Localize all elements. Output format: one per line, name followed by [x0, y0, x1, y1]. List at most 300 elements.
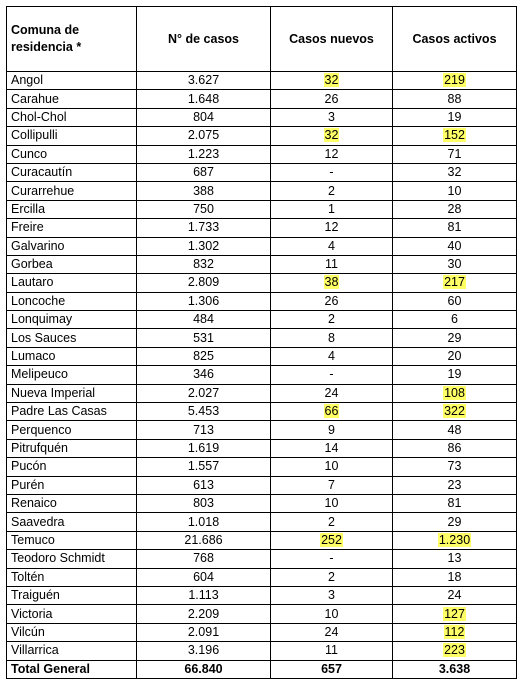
cell-nuevos-value: 12 [324, 146, 339, 161]
table-row [7, 550, 517, 568]
cell-activos [393, 642, 517, 660]
table-row [7, 219, 517, 237]
cell-casos [137, 163, 271, 181]
cell-activos-value: 29 [447, 330, 462, 345]
cell-activos-value: 23 [447, 477, 462, 492]
cell-casos-value: 388 [193, 183, 214, 198]
cell-nuevos [271, 550, 393, 568]
cell-activos [393, 568, 517, 586]
cell-casos-value: 1.018 [187, 514, 220, 529]
cell-casos [137, 550, 271, 568]
cell-activos [393, 439, 517, 457]
table-row [7, 329, 517, 347]
cell-casos-value: 613 [193, 477, 214, 492]
cell-comuna-value: Purén [11, 477, 45, 492]
cell-casos [137, 642, 271, 660]
cell-nuevos-value: 11 [325, 257, 338, 272]
cell-activos [393, 255, 517, 273]
cell-activos-value: 10 [447, 183, 462, 198]
cell-comuna-value: Angol [11, 73, 43, 88]
cell-activos-value: 60 [447, 293, 462, 308]
cell-casos-value: 604 [193, 569, 214, 584]
table-row [7, 605, 517, 623]
cases-table-container [6, 6, 517, 679]
cell-activos-value: 81 [447, 496, 462, 511]
cell-nuevos-value: 10 [324, 606, 339, 621]
cell-casos-value: 2.027 [187, 385, 220, 400]
cell-comuna [7, 421, 137, 439]
cell-nuevos [271, 347, 393, 365]
cell-casos-value: 2.075 [187, 128, 220, 143]
cell-casos-value: 768 [193, 551, 214, 566]
cell-nuevos [271, 642, 393, 660]
cell-casos [137, 292, 271, 310]
table-row [7, 586, 517, 604]
cell-nuevos [271, 200, 393, 218]
cell-activos-value: 81 [447, 220, 462, 235]
cell-comuna-value: Curacautín [11, 165, 73, 180]
cell-comuna [7, 274, 137, 292]
cell-activos [393, 476, 517, 494]
cell-comuna [7, 200, 137, 218]
cell-comuna [7, 219, 137, 237]
cell-casos-value: 531 [193, 330, 214, 345]
table-row [7, 127, 517, 145]
cell-nuevos-value: 10 [324, 496, 339, 511]
cell-casos [137, 90, 271, 108]
cell-nuevos-value: 32 [324, 128, 339, 143]
cell-comuna-value: Renaico [11, 496, 57, 511]
cell-nuevos [271, 403, 393, 421]
cell-casos-value: 2.809 [187, 275, 220, 290]
cell-activos-value: 152 [444, 128, 465, 143]
cell-casos-value: 3.627 [187, 73, 220, 88]
table-row [7, 458, 517, 476]
cell-nuevos [271, 494, 393, 512]
cell-comuna-value: Perquenco [11, 422, 72, 437]
cell-comuna-value: Ercilla [11, 201, 46, 216]
header-activos: Casos activos [393, 7, 517, 72]
cell-activos-value: 219 [444, 73, 465, 88]
cell-comuna-value: Chol-Chol [11, 109, 67, 124]
cell-activos-value: 19 [447, 367, 462, 382]
cell-activos [393, 72, 517, 90]
table-row [7, 384, 517, 402]
cell-casos-value: 5.453 [187, 404, 220, 419]
cell-activos-value: 13 [447, 551, 462, 566]
cell-activos-value: 217 [444, 275, 465, 290]
cell-casos-value: 804 [193, 109, 214, 124]
cell-comuna [7, 531, 137, 549]
total-casos: 66.840 [137, 660, 271, 678]
cell-nuevos [271, 182, 393, 200]
cell-activos-value: 19 [447, 109, 462, 124]
cell-comuna [7, 90, 137, 108]
cell-nuevos [271, 458, 393, 476]
table-row [7, 403, 517, 421]
cell-nuevos-value: 4 [328, 238, 335, 253]
cell-comuna [7, 458, 137, 476]
cell-activos-value: 223 [444, 643, 465, 658]
cell-comuna [7, 311, 137, 329]
cell-nuevos-value: 32 [324, 73, 339, 88]
table-row [7, 439, 517, 457]
table-row [7, 200, 517, 218]
header-casos: N° de casos [137, 7, 271, 72]
cell-comuna-value: Lautaro [11, 275, 54, 290]
cell-casos [137, 145, 271, 163]
cell-activos [393, 163, 517, 181]
cell-comuna-value: Loncoche [11, 293, 66, 308]
table-row [7, 366, 517, 384]
cell-comuna [7, 255, 137, 273]
cell-activos [393, 127, 517, 145]
cell-comuna [7, 403, 137, 421]
cell-comuna-value: Cunco [11, 146, 48, 161]
cell-comuna [7, 347, 137, 365]
cell-nuevos [271, 568, 393, 586]
cell-comuna [7, 384, 137, 402]
cell-nuevos [271, 366, 393, 384]
cell-casos-value: 825 [193, 349, 214, 364]
cell-comuna-value: Villarrica [11, 643, 59, 658]
header-comuna: Comuna de residencia * [7, 7, 137, 72]
cell-activos-value: 28 [447, 201, 462, 216]
cell-comuna-value: Pitrufquén [11, 441, 68, 455]
cell-casos [137, 403, 271, 421]
cell-nuevos-value: 3 [328, 109, 335, 124]
cell-casos [137, 108, 271, 126]
cell-comuna-value: Curarrehue [11, 183, 75, 198]
cell-comuna [7, 366, 137, 384]
cell-comuna-value: Collipulli [11, 128, 58, 143]
cell-comuna [7, 72, 137, 90]
table-row [7, 274, 517, 292]
table-row [7, 421, 517, 439]
cell-activos [393, 494, 517, 512]
cell-casos-value: 803 [193, 496, 214, 511]
cell-comuna [7, 329, 137, 347]
cell-activos [393, 531, 517, 549]
cell-casos [137, 347, 271, 365]
cell-comuna [7, 108, 137, 126]
table-row [7, 145, 517, 163]
cell-nuevos [271, 237, 393, 255]
cell-nuevos [271, 329, 393, 347]
cell-nuevos-value: 38 [324, 275, 339, 290]
cell-nuevos [271, 145, 393, 163]
table-row [7, 623, 517, 641]
cell-activos-value: 32 [447, 165, 462, 180]
table-body [7, 72, 517, 661]
cell-activos [393, 237, 517, 255]
cell-nuevos-value: 26 [324, 91, 339, 106]
cell-casos [137, 568, 271, 586]
cell-casos [137, 494, 271, 512]
cell-casos-value: 346 [193, 367, 214, 382]
cell-nuevos [271, 72, 393, 90]
table-row [7, 255, 517, 273]
cell-activos [393, 347, 517, 365]
cell-nuevos [271, 292, 393, 310]
cell-casos [137, 623, 271, 641]
cell-comuna-value: Victoria [11, 606, 53, 621]
cell-activos [393, 421, 517, 439]
table-row [7, 292, 517, 310]
cell-activos [393, 311, 517, 329]
table-row [7, 568, 517, 586]
cell-casos-value: 687 [193, 165, 214, 180]
table-row [7, 311, 517, 329]
cell-nuevos-value: 24 [324, 624, 339, 639]
cell-activos-value: 48 [447, 422, 462, 437]
cell-activos [393, 384, 517, 402]
cell-casos [137, 311, 271, 329]
cell-nuevos [271, 90, 393, 108]
cell-nuevos [271, 513, 393, 531]
cell-comuna [7, 237, 137, 255]
cell-activos [393, 550, 517, 568]
cell-comuna [7, 550, 137, 568]
table-row [7, 531, 517, 549]
cell-casos-value: 1.306 [187, 293, 220, 308]
cell-activos-value: 29 [447, 514, 462, 529]
cell-activos [393, 586, 517, 604]
cell-nuevos [271, 311, 393, 329]
cell-casos [137, 605, 271, 623]
cell-activos [393, 513, 517, 531]
cell-activos [393, 108, 517, 126]
cell-activos-value: 88 [447, 91, 462, 106]
cell-casos-value: 1.113 [188, 588, 219, 603]
cell-comuna [7, 292, 137, 310]
cell-activos [393, 182, 517, 200]
cell-comuna [7, 163, 137, 181]
cell-comuna-value: Los Sauces [11, 330, 77, 345]
table-row [7, 108, 517, 126]
total-activos: 3.638 [393, 660, 517, 678]
cell-casos-value: 1.223 [187, 146, 220, 161]
cell-activos [393, 403, 517, 421]
cell-comuna-value: Padre Las Casas [11, 404, 107, 419]
cell-casos [137, 384, 271, 402]
table-row [7, 642, 517, 660]
cell-comuna-value: Lonquimay [11, 312, 73, 327]
table-row [7, 163, 517, 181]
cell-nuevos [271, 219, 393, 237]
table-row [7, 72, 517, 90]
cell-casos-value: 1.557 [187, 459, 220, 474]
header-row [7, 7, 517, 72]
cell-activos [393, 200, 517, 218]
cell-activos [393, 145, 517, 163]
cell-activos-value: 18 [447, 569, 462, 584]
cell-nuevos-value: 26 [324, 293, 339, 308]
cases-table [6, 6, 517, 679]
cell-nuevos [271, 255, 393, 273]
cell-comuna [7, 586, 137, 604]
cell-activos-value: 40 [447, 238, 462, 253]
cell-nuevos-value: 66 [324, 404, 339, 419]
cell-activos-value: 20 [447, 349, 462, 364]
cell-casos-value: 750 [193, 201, 214, 216]
cell-nuevos-value: 9 [328, 422, 335, 437]
cell-casos-value: 2.209 [187, 606, 220, 621]
total-row [7, 660, 517, 678]
table-row [7, 476, 517, 494]
cell-comuna-value: Melipeuco [11, 367, 68, 382]
cell-casos-value: 3.196 [187, 643, 220, 658]
cell-nuevos-value: 2 [328, 183, 335, 198]
cell-activos [393, 329, 517, 347]
cell-casos [137, 200, 271, 218]
cell-casos [137, 274, 271, 292]
cell-casos [137, 182, 271, 200]
cell-nuevos-value: 11 [325, 643, 338, 658]
cell-comuna-value: Saavedra [11, 514, 65, 529]
cell-comuna-value: Carahue [11, 91, 59, 106]
cell-nuevos [271, 127, 393, 145]
cell-nuevos-value: 10 [324, 459, 339, 474]
table-row [7, 347, 517, 365]
cell-nuevos [271, 623, 393, 641]
cell-activos [393, 458, 517, 476]
cell-casos [137, 439, 271, 457]
cell-activos-value: 86 [447, 441, 462, 455]
cell-activos [393, 274, 517, 292]
cell-casos [137, 329, 271, 347]
cell-comuna-value: Lumaco [11, 349, 56, 364]
cell-nuevos-value: 2 [328, 312, 335, 327]
cell-casos [137, 458, 271, 476]
cell-activos-value: 24 [447, 588, 462, 603]
cell-casos-value: 1.619 [187, 441, 220, 455]
cell-activos [393, 366, 517, 384]
cell-activos-value: 108 [444, 385, 465, 400]
cell-comuna-value: Nueva Imperial [11, 385, 96, 400]
cell-comuna-value: Teodoro Schmidt [11, 551, 105, 566]
cell-comuna [7, 642, 137, 660]
cell-casos-value: 21.686 [184, 532, 223, 547]
cell-activos [393, 623, 517, 641]
cell-nuevos-value: 7 [328, 477, 335, 492]
cell-activos-value: 73 [447, 459, 462, 474]
cell-casos [137, 366, 271, 384]
cell-nuevos-value: 14 [324, 441, 339, 455]
header-nuevos: Casos nuevos [271, 7, 393, 72]
cell-comuna-value: Toltén [11, 569, 45, 584]
cell-activos-value: 6 [451, 312, 458, 327]
cell-comuna [7, 623, 137, 641]
cell-casos-value: 1.648 [187, 91, 220, 106]
cell-comuna [7, 145, 137, 163]
cell-comuna [7, 439, 137, 457]
cell-activos-value: 30 [447, 257, 462, 272]
cell-comuna-value: Freire [11, 220, 44, 235]
cell-nuevos-value: - [329, 367, 334, 382]
cell-nuevos [271, 274, 393, 292]
cell-activos-value: 71 [447, 146, 462, 161]
cell-nuevos-value: 8 [328, 330, 335, 345]
cell-activos [393, 90, 517, 108]
cell-comuna [7, 182, 137, 200]
cell-casos [137, 513, 271, 531]
cell-casos [137, 586, 271, 604]
total-label: Total General [7, 660, 137, 678]
cell-comuna [7, 605, 137, 623]
cell-casos-value: 1.733 [187, 220, 220, 235]
cell-casos [137, 237, 271, 255]
cell-nuevos-value: 1 [328, 201, 335, 216]
cell-nuevos [271, 439, 393, 457]
cell-nuevos [271, 384, 393, 402]
cell-comuna [7, 494, 137, 512]
cell-nuevos [271, 108, 393, 126]
cell-nuevos-value: 12 [324, 220, 339, 235]
cell-activos [393, 292, 517, 310]
table-row [7, 237, 517, 255]
cell-casos [137, 531, 271, 549]
cell-comuna [7, 476, 137, 494]
cell-casos [137, 255, 271, 273]
cell-nuevos-value: 252 [321, 532, 342, 547]
cell-comuna-value: Galvarino [11, 238, 65, 253]
cell-nuevos-value: 2 [328, 514, 335, 529]
cell-casos [137, 421, 271, 439]
cell-comuna [7, 127, 137, 145]
cell-activos-value: 322 [444, 404, 465, 419]
cell-comuna-value: Gorbea [11, 257, 53, 272]
table-row [7, 90, 517, 108]
cell-casos [137, 127, 271, 145]
cell-comuna-value: Pucón [11, 459, 47, 474]
cell-activos [393, 605, 517, 623]
cell-nuevos-value: - [329, 551, 334, 566]
cell-nuevos-value: 24 [324, 385, 339, 400]
cell-comuna-value: Traiguén [11, 588, 60, 603]
table-row [7, 494, 517, 512]
cell-activos-value: 127 [444, 606, 465, 621]
cell-comuna-value: Vilcún [11, 624, 45, 639]
cell-comuna-value: Temuco [11, 532, 55, 547]
table-row [7, 513, 517, 531]
cell-casos-value: 713 [193, 422, 214, 437]
cell-casos-value: 484 [193, 312, 214, 327]
cell-nuevos [271, 476, 393, 494]
total-nuevos: 657 [271, 660, 393, 678]
cell-comuna [7, 568, 137, 586]
cell-activos-value: 1.230 [438, 532, 471, 547]
table-row [7, 182, 517, 200]
cell-nuevos-value: 2 [328, 569, 335, 584]
cell-nuevos [271, 531, 393, 549]
cell-activos [393, 219, 517, 237]
cell-casos [137, 72, 271, 90]
cell-comuna [7, 513, 137, 531]
cell-nuevos [271, 605, 393, 623]
cell-nuevos-value: - [329, 165, 334, 180]
cell-activos-value: 112 [444, 624, 465, 639]
cell-nuevos-value: 3 [328, 588, 335, 603]
cell-nuevos [271, 421, 393, 439]
cell-nuevos-value: 4 [328, 349, 335, 364]
cell-casos-value: 2.091 [187, 624, 220, 639]
cell-casos [137, 476, 271, 494]
cell-casos-value: 1.302 [187, 238, 220, 253]
cell-casos-value: 832 [193, 257, 214, 272]
cell-nuevos [271, 586, 393, 604]
cell-casos [137, 219, 271, 237]
